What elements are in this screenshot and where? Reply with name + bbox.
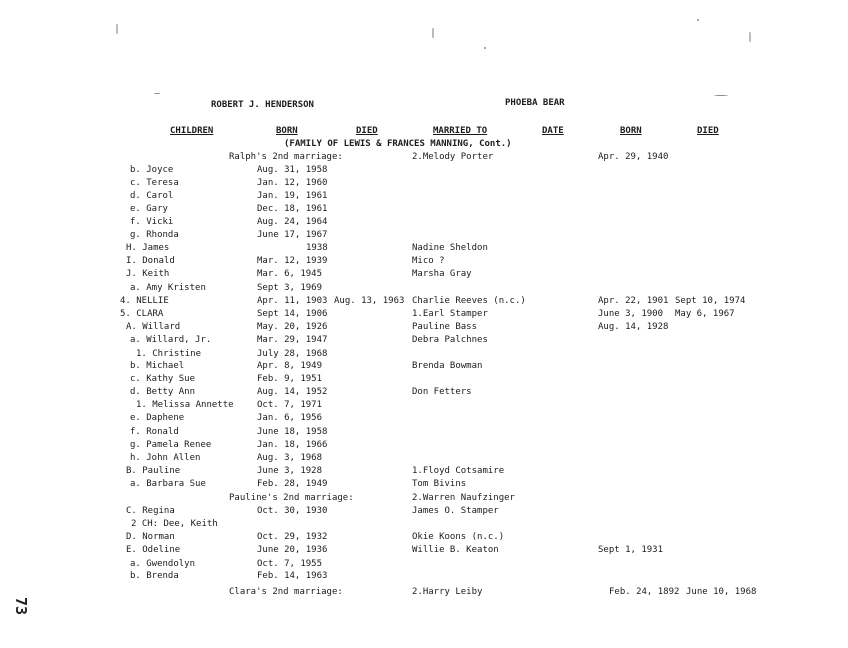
- spouse-name-cell: Debra Palchnes: [412, 335, 488, 345]
- child-name: f. Vicki: [130, 217, 174, 227]
- col-children: CHILDREN: [170, 126, 214, 136]
- head-of-family-name: ROBERT J. HENDERSON: [211, 100, 314, 110]
- child-name: H. James: [126, 243, 170, 253]
- child-name: f. Ronald: [130, 427, 179, 437]
- spouse-name-cell: Pauline Bass: [412, 322, 478, 332]
- born-date: Jan. 19, 1961: [257, 191, 328, 201]
- born-date: May. 20, 1926: [257, 322, 328, 332]
- col-spouse-died: DIED: [697, 126, 719, 136]
- col-date: DATE: [542, 126, 564, 136]
- scan-mark: [749, 32, 751, 42]
- born-date: Oct. 30, 1930: [257, 506, 328, 516]
- spouse-born-date: Sept 1, 1931: [598, 545, 664, 555]
- born-date: Jan. 6, 1956: [257, 413, 323, 423]
- born-date: Apr. 11, 1903: [257, 296, 328, 306]
- born-date: June 3, 1928: [257, 466, 323, 476]
- child-name: g. Pamela Renee: [130, 440, 212, 450]
- child-name: a. Willard, Jr.: [130, 335, 212, 345]
- scan-mark: [432, 28, 434, 38]
- spouse-name: PHOEBA BEAR: [505, 98, 565, 108]
- child-name: e. Daphene: [130, 413, 185, 423]
- child-name: 1. Christine: [136, 349, 202, 359]
- child-name: g. Rhonda: [130, 230, 179, 240]
- child-name: a. Amy Kristen: [130, 283, 206, 293]
- child-name: J. Keith: [126, 269, 170, 279]
- spouse-born-date: Feb. 24, 1892: [609, 587, 680, 597]
- born-date: Feb. 9, 1951: [257, 374, 323, 384]
- spouse-born-date: Apr. 22, 1901: [598, 296, 669, 306]
- born-date: June 18, 1958: [257, 427, 328, 437]
- born-date: Oct. 7, 1955: [257, 559, 323, 569]
- child-name: c. Kathy Sue: [130, 374, 196, 384]
- spouse-name-cell: 2.Warren Naufzinger: [412, 493, 515, 503]
- scan-mark: [484, 47, 486, 49]
- child-name: e. Gary: [130, 204, 168, 214]
- child-name: 4. NELLIE: [120, 296, 169, 306]
- born-date: Mar. 6, 1945: [257, 269, 323, 279]
- born-date: June 17, 1967: [257, 230, 328, 240]
- child-name: b. Michael: [130, 361, 185, 371]
- family-subtitle: (FAMILY OF LEWIS & FRANCES MANNING, Cont.): [284, 139, 512, 149]
- born-date: 1938: [306, 243, 328, 253]
- born-date: Aug. 31, 1958: [257, 165, 328, 175]
- col-married-to: MARRIED TO: [433, 126, 488, 136]
- born-date: Dec. 18, 1961: [257, 204, 328, 214]
- child-name: 2 CH: Dee, Keith: [131, 519, 218, 529]
- child-name: 5. CLARA: [120, 309, 164, 319]
- born-date: Oct. 7, 1971: [257, 400, 323, 410]
- remarriage-note: Pauline's 2nd marriage:: [229, 493, 354, 503]
- child-name: c. Teresa: [130, 178, 179, 188]
- remarriage-note: Clara's 2nd marriage:: [229, 587, 343, 597]
- remarriage-note: Ralph's 2nd marriage:: [229, 152, 343, 162]
- page-number: 73: [12, 597, 30, 616]
- child-name: a. Barbara Sue: [130, 479, 206, 489]
- born-date: Aug. 3, 1968: [257, 453, 323, 463]
- born-date: Mar. 29, 1947: [257, 335, 328, 345]
- born-date: Mar. 12, 1939: [257, 256, 328, 266]
- born-date: Feb. 28, 1949: [257, 479, 328, 489]
- spouse-name-cell: Marsha Gray: [412, 269, 472, 279]
- spouse-name-cell: 2.Harry Leiby: [412, 587, 483, 597]
- child-name: D. Norman: [126, 532, 175, 542]
- born-date: Feb. 14, 1963: [257, 571, 328, 581]
- born-date: Jan. 12, 1960: [257, 178, 328, 188]
- scan-mark: [116, 24, 118, 34]
- born-date: Sept 14, 1906: [257, 309, 328, 319]
- child-name: E. Odeline: [126, 545, 181, 555]
- scan-mark: [714, 95, 728, 96]
- spouse-name-cell: Charlie Reeves (n.c.): [412, 296, 526, 306]
- spouse-name-cell: Tom Bivins: [412, 479, 467, 489]
- spouse-died-date: June 10, 1968: [686, 587, 757, 597]
- child-name: b. Brenda: [130, 571, 179, 581]
- spouse-born-date: June 3, 1900: [598, 309, 664, 319]
- spouse-died-date: Sept 10, 1974: [675, 296, 746, 306]
- child-name: d. Betty Ann: [130, 387, 196, 397]
- spouse-born-date: Apr. 29, 1940: [598, 152, 669, 162]
- died-date: Aug. 13, 1963: [334, 296, 405, 306]
- child-name: A. Willard: [126, 322, 181, 332]
- born-date: Oct. 29, 1932: [257, 532, 328, 542]
- spouse-name-cell: Nadine Sheldon: [412, 243, 488, 253]
- spouse-name-cell: Willie B. Keaton: [412, 545, 499, 555]
- spouse-name-cell: Okie Koons (n.c.): [412, 532, 505, 542]
- born-date: Jan. 18, 1966: [257, 440, 328, 450]
- child-name: d. Carol: [130, 191, 174, 201]
- spouse-name-cell: James O. Stamper: [412, 506, 499, 516]
- child-name: C. Regina: [126, 506, 175, 516]
- col-died: DIED: [356, 126, 378, 136]
- spouse-born-date: Aug. 14, 1928: [598, 322, 669, 332]
- born-date: July 28, 1968: [257, 349, 328, 359]
- born-date: Apr. 8, 1949: [257, 361, 323, 371]
- child-name: b. Joyce: [130, 165, 174, 175]
- spouse-died-date: May 6, 1967: [675, 309, 735, 319]
- child-name: a. Gwendolyn: [130, 559, 196, 569]
- born-date: June 20, 1936: [257, 545, 328, 555]
- child-name: I. Donald: [126, 256, 175, 266]
- spouse-name-cell: 2.Melody Porter: [412, 152, 494, 162]
- col-spouse-born: BORN: [620, 126, 642, 136]
- born-date: Aug. 24, 1964: [257, 217, 328, 227]
- spouse-name-cell: Don Fetters: [412, 387, 472, 397]
- child-name: h. John Allen: [130, 453, 201, 463]
- scan-mark: [154, 93, 160, 94]
- child-name: B. Pauline: [126, 466, 181, 476]
- spouse-name-cell: 1.Floyd Cotsamire: [412, 466, 505, 476]
- col-born: BORN: [276, 126, 298, 136]
- spouse-name-cell: Brenda Bowman: [412, 361, 483, 371]
- scan-mark: [697, 19, 699, 21]
- born-date: Sept 3, 1969: [257, 283, 323, 293]
- spouse-name-cell: 1.Earl Stamper: [412, 309, 488, 319]
- born-date: Aug. 14, 1952: [257, 387, 328, 397]
- child-name: 1. Melissa Annette: [136, 400, 234, 410]
- spouse-name-cell: Mico ?: [412, 256, 445, 266]
